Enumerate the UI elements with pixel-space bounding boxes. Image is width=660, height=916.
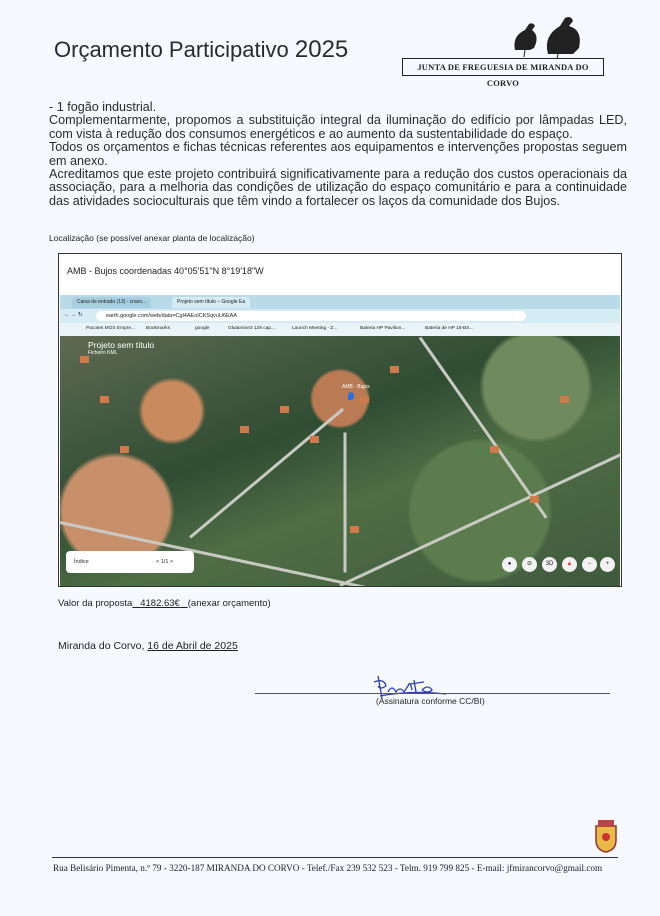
url: earth.google.com/web/data=Cgl4AEoICKSqvuU6EAA xyxy=(96,311,526,321)
value-note: (anexar orçamento) xyxy=(187,598,271,609)
pegman-icon[interactable]: ● xyxy=(502,557,517,572)
satellite-map xyxy=(60,336,620,586)
location-label: Localização (se possível anexar planta de localização) xyxy=(49,233,255,243)
index-pager[interactable]: < 1/1 > xyxy=(156,559,174,565)
rotate-icon[interactable]: ⊘ xyxy=(522,557,537,572)
place-date xyxy=(58,640,238,652)
proposal-value xyxy=(58,598,271,609)
paragraph: Todos os orçamentos e fichas técnicas referentes aos equipamentos e intervenções propostas seguem em anexo. xyxy=(49,140,627,168)
signature-caption: (Assinatura conforme CC/BI) xyxy=(376,696,485,706)
bookmarks-bar xyxy=(60,323,620,336)
bookmark: Glutamine3 128 cap... xyxy=(228,326,275,331)
browser-tabs xyxy=(60,295,620,309)
page-title xyxy=(54,36,348,64)
location-pin-icon xyxy=(348,392,354,400)
signature-line xyxy=(255,693,610,694)
nav-icons: ← → ↻ xyxy=(64,312,83,318)
value-amount xyxy=(132,598,187,609)
junta-logo xyxy=(400,8,606,88)
3d-button[interactable]: 3D xyxy=(542,557,557,572)
tab-google-earth: Projeto sem título – Google Ea xyxy=(172,297,250,308)
value-label: Valor da proposta xyxy=(58,598,133,609)
project-name: Projeto sem título xyxy=(88,340,155,350)
bookmark: google xyxy=(195,326,210,331)
bookmark: Pacotes MOS Empre... xyxy=(86,326,136,331)
org-name: JUNTA DE FREGUESIA DE MIRANDA DO CORVO xyxy=(402,58,604,76)
place: Miranda do Corvo, xyxy=(58,640,145,652)
google-earth-screenshot xyxy=(60,295,620,586)
footer-contact: Rua Belisário Pimenta, n.º 79 - 3220-187 MIRANDA DO CORVO - Telef./Fax 239 532 523 - Telm. 919 799 825 - E-mail: jfmirancorvo@gmail.com xyxy=(53,863,603,873)
zoom-in-button[interactable]: + xyxy=(600,557,615,572)
coat-of-arms-icon xyxy=(592,818,620,854)
footer-divider xyxy=(52,857,618,858)
paragraph: - 1 fogão industrial. xyxy=(49,100,157,114)
location-box xyxy=(58,253,622,587)
value-number: 4182.63€ xyxy=(140,598,180,609)
index-label: Índice xyxy=(74,559,89,565)
project-subtitle: Ficheiro KML xyxy=(88,350,118,356)
paragraph: Complementarmente, propomos a substituição integral da iluminação do edifício por lâmpadas LED, com vista à redução dos consumos energéticos e ao aumento da sustentabilidade do espaço. xyxy=(49,113,627,141)
tab-inbox: Caixa de entrada (13) - cravo... xyxy=(72,297,151,308)
zoom-out-button[interactable]: − xyxy=(582,557,597,572)
place-label: AMB - Bujos xyxy=(342,384,370,390)
title-year: 2025 xyxy=(294,36,349,63)
proposal-text xyxy=(49,101,627,208)
bookmark: Launch Meeting - Z... xyxy=(292,326,338,331)
location-caption: AMB - Bujos coordenadas 40°05'51"N 8°19'18"W xyxy=(67,266,264,276)
index-panel[interactable] xyxy=(66,551,194,573)
project-title xyxy=(88,340,154,356)
title-text: Orçamento Participativo xyxy=(54,37,289,62)
crows-icon xyxy=(400,8,606,60)
date: 16 de Abril de 2025 xyxy=(147,640,238,652)
bookmark: Bateria HP Pavilion... xyxy=(360,326,406,331)
paragraph: Acreditamos que este projeto contribuirá significativamente para a redução dos custos operacionais da associação, para a melhoria das condições de utilização do espaço comunitário e para a continuidade das atividades socioculturais que têm vindo a fortalecer os laços da comunidade dos Bujos. xyxy=(49,167,627,208)
address-bar xyxy=(60,309,620,323)
bookmark: Bateria de HP 15-BS... xyxy=(425,326,474,331)
compass-icon[interactable]: ▲ xyxy=(562,557,577,572)
bookmark: Bookmarks xyxy=(146,326,170,331)
